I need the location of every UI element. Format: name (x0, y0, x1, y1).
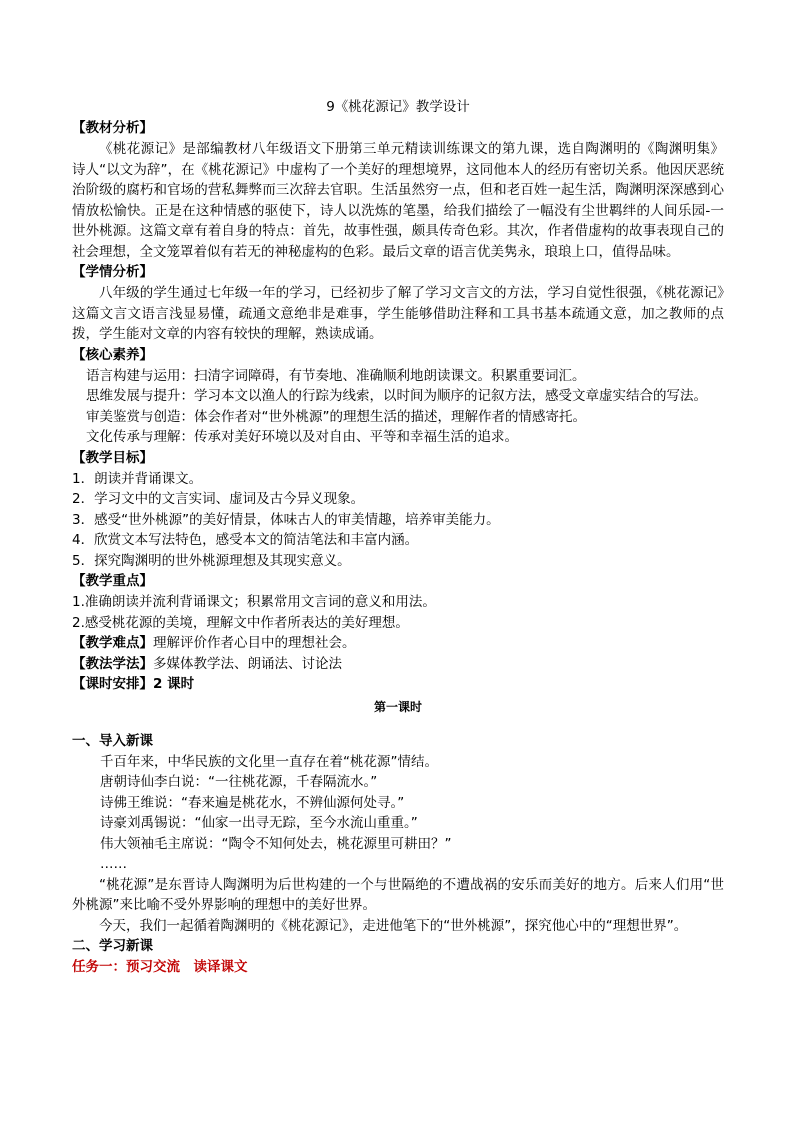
intro-line: 唐朝诗仙李白说：“一往桃花源，千春隔流水。” (100, 774, 378, 790)
task-heading: 任务一：预习交流 读译课文 (72, 959, 248, 975)
key-point-item: 1.准确朗读并流利背诵课文；积累常用文言词的意义和用法。 (72, 594, 436, 610)
lesson-title: 第一课时 (373, 699, 422, 714)
section-heading-difficulty: 【教学难点】 (72, 635, 153, 651)
core-literacy-item: 审美鉴赏与创造：体会作者对“世外桃源”的理想生活的描述，理解作者的情感寄托。 (86, 408, 586, 425)
textbook-analysis-text: 《桃花源记》是部编教材八年级语文下册第三单元精读训练课文的第九课，选自陶渊明的《陶渊明集》 诗人“以文为辞”，在《桃花源记》中虚构了一个美好的理想境界，这同他本人的经历有密切关系。他因厌恶统治阶级的腐朽和官场的营私舞弊而三次辞去官职。生活虽然穷一点，但和老百姓一起生活，陶渊明深深感到心情放松愉快。正是在这种情感的驱使下，诗人以洗炼的笔墨，给我们描绘了一幅没有尘世羁绊的人间乐园-一世外桃源。这篇文章有着自身的特点：首先，故事性强，颇具传奇色彩。其次，作者借虚构的故事表现自己的社会理想，全文笼罩着似有若无的神秘虚构的色彩。最后文章的语言优美隽永，琅琅上口，值得品味。 (72, 141, 724, 260)
part-heading-new-lesson: 二、学习新课 (72, 938, 153, 954)
document-page (72, 96, 724, 978)
teaching-goal-item: 1．朗读并背诵课文。 (72, 470, 203, 487)
methods-text: 多媒体教学法、朗诵法、讨论法 (153, 655, 342, 672)
teaching-goal-item: 5．探究陶渊明的世外桃源理想及其现实意义。 (72, 552, 351, 569)
schedule-text: 2 课时 (153, 676, 195, 692)
teaching-goal-item: 4．欣赏文本写法特色，感受本文的简洁笔法和丰富内涵。 (72, 532, 419, 548)
section-heading-methods: 【教法学法】 (72, 655, 153, 672)
core-literacy-item: 思维发展与提升：学习本文以渔人的行踪为线索，以时间为顺序的记叙方法，感受文章虚实结合的写法。 (86, 388, 707, 404)
student-analysis-text: 八年级的学生通过七年级一年的学习，已经初步了解了学习文言文的方法，学习自觉性很强，《桃花源记》这篇文言文语言浅显易懂，疏通文意绝非是难事，学生能够借助注释和工具书基本疏通文意，加之教师的点拨，学生能对文章的内容有较快的理解，熟读成诵。 (72, 285, 724, 342)
spacer (72, 717, 724, 731)
section-heading-core-literacy: 【核心素养】 (72, 346, 153, 363)
section-heading-schedule: 【课时安排】 (72, 676, 153, 692)
section-heading-key-points: 【教学重点】 (72, 573, 153, 589)
teaching-goal-item: 2．学习文中的文言实词、虚词及古今异义现象。 (72, 491, 365, 507)
schedule-row (72, 674, 724, 695)
document-title: 9《桃花源记》教学设计 (326, 99, 470, 115)
difficulty-row (72, 633, 724, 654)
intro-line: …… (100, 856, 127, 872)
intro-paragraph: 今天，我们一起循着陶渊明的《桃花源记》，走进他笔下的“世外桃源”，探究他心中的“理想世界”。 (99, 917, 688, 934)
teaching-goal-item: 3．感受“世外桃源”的美好情景，体味古人的审美情趣，培养审美能力。 (72, 511, 500, 528)
intro-line: 诗佛王维说：“春来遍是桃花水，不辨仙源何处寻。” (100, 794, 405, 811)
section-heading-textbook-analysis: 【教材分析】 (72, 120, 153, 136)
section-heading-teaching-goals: 【教学目标】 (72, 449, 153, 466)
difficulty-text: 理解评价作者心目中的理想社会。 (153, 635, 356, 651)
intro-line: 千百年来，中华民族的文化里一直存在着“桃花源”情结。 (100, 753, 438, 770)
intro-line: 诗豪刘禹锡说：“仙家一出寻无踪，至今水流山重重。” (100, 815, 418, 831)
intro-paragraph: “桃花源”是东晋诗人陶渊明为后世构建的一个与世隔绝的不遭战祸的安乐而美好的地方。后来人们用“世外桃源”来比喻不受外界影响的理想中的美好世界。 (72, 876, 724, 913)
section-heading-student-analysis: 【学情分析】 (72, 264, 153, 280)
intro-line: 伟大领袖毛主席说：“陶令不知何处去，桃花源里可耕田？” (100, 835, 452, 852)
key-point-item: 2.感受桃花源的美境，理解文中作者所表达的美好理想。 (72, 614, 409, 631)
part-heading-intro: 一、导入新课 (72, 732, 153, 749)
core-literacy-item: 语言构建与运用：扫清字词障碍，有节奏地、准确顺利地朗读课文。积累重要词汇。 (86, 367, 586, 384)
core-literacy-item: 文化传承与理解：传承对美好环境以及对自由、平等和幸福生活的追求。 (86, 429, 518, 445)
methods-row (72, 654, 724, 675)
